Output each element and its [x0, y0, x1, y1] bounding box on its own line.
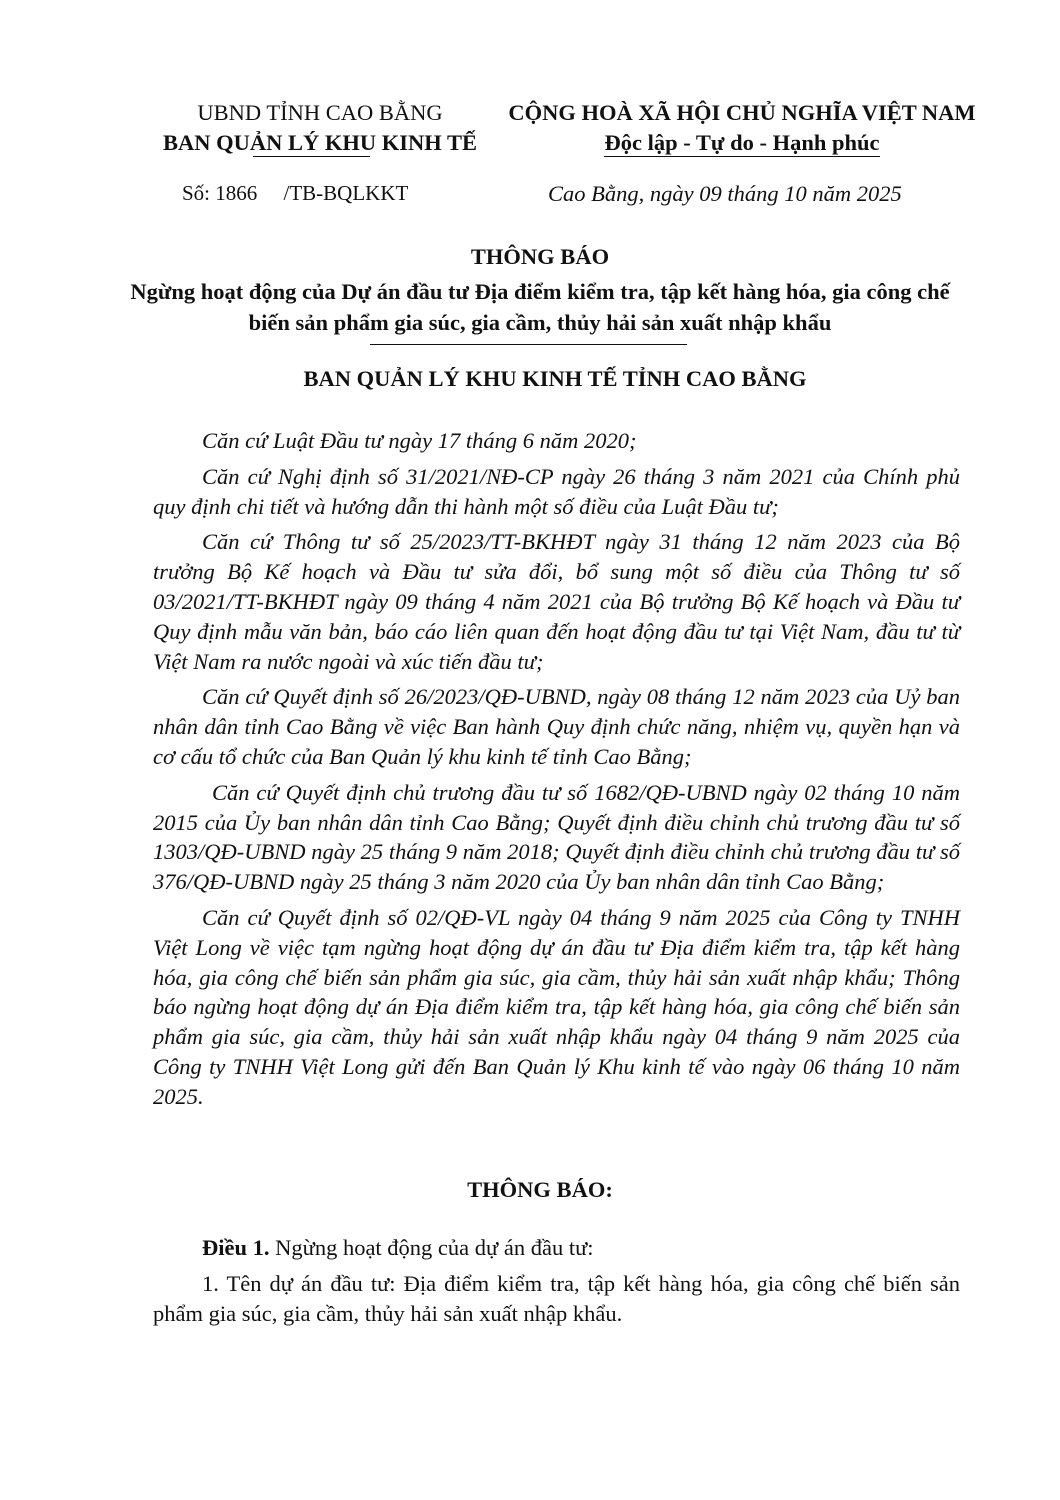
parent-authority: UBND TỈNH CAO BẰNG [197, 100, 443, 125]
article-1-text: Ngừng hoạt động của dự án đầu tư: [269, 1235, 594, 1260]
legal-basis: Căn cứ Nghị định số 31/2021/NĐ-CP ngày 26 tháng 3 năm 2021 của Chính phủ quy định chi tiết và hướng dẫn thi hành một số điều của Luật Đầu tư; [153, 463, 960, 519]
article-1 [153, 1233, 960, 1334]
document-number: Số: 1866 /TB-BQLKKT [182, 181, 409, 205]
article-1-label: Điều 1. [202, 1235, 270, 1260]
issuing-authority-block [120, 98, 520, 158]
issuer-heading: BAN QUẢN LÝ KHU KINH TẾ TỈNH CAO BẰNG [303, 366, 807, 391]
legal-bases [153, 426, 960, 1118]
document-title: THÔNG BÁO [470, 244, 610, 269]
legal-basis: Căn cứ Quyết định số 02/QĐ-VL ngày 04 tháng 9 năm 2025 của Công ty TNHH Việt Long về việc tạm ngừng hoạt động dự án đầu tư Địa điểm kiểm tra, tập kết hàng hóa, gia công chế biến sản phẩm gia súc, gia cầm, thủy hải sản xuất nhập khẩu; Thông báo ngừng hoạt động dự án Địa điểm kiểm tra, tập kết hàng hóa, gia công chế biến sản phẩm gia súc, gia cầm, thủy hải sản xuất nhập khẩu ngày 04 tháng 9 năm 2025 của Công ty TNHH Việt Long gửi đến Ban Quản lý Khu kinh tế vào ngày 06 tháng 10 năm 2025. [153, 904, 960, 1109]
place-and-date: Cao Bằng, ngày 09 tháng 10 năm 2025 [548, 181, 902, 206]
national-motto: Độc lập - Tự do - Hạnh phúc [604, 130, 880, 155]
national-title: CỘNG HOÀ XÃ HỘI CHỦ NGHĨA VIỆT NAM [508, 100, 976, 125]
notice-heading: THÔNG BÁO: [467, 1177, 613, 1202]
document-subtitle: Ngừng hoạt động của Dự án đầu tư Địa điểm kiểm tra, tập kết hàng hóa, gia công chế biến sản phẩm gia súc, gia cầm, thủy hải sản xuất nhập khẩu [130, 279, 950, 335]
legal-basis: Căn cứ Thông tư số 25/2023/TT-BKHĐT ngày 31 tháng 12 năm 2023 của Bộ trưởng Bộ Kế hoạch và Đầu tư sửa đổi, bổ sung một số điều của Thông tư số 03/2021/TT-BKHĐT ngày 09 tháng 4 năm 2021 của Bộ trưởng Bộ Kế hoạch và Đầu tư Quy định mẫu văn bản, báo cáo liên quan đến hoạt động đầu tư tại Việt Nam, đầu tư từ Việt Nam ra nước ngoài và xúc tiến đầu tư; [153, 529, 960, 674]
legal-basis: Căn cứ Luật Đầu tư ngày 17 tháng 6 năm 2020; [202, 428, 637, 453]
legal-basis: Căn cứ Quyết định chủ trương đầu tư số 1682/QĐ-UBND ngày 02 tháng 10 năm 2015 của Ủy ban nhân dân tỉnh Cao Bằng; Quyết định điều chỉnh chủ trương đầu tư số 1303/QĐ-UBND ngày 25 tháng 9 năm 2018; Quyết định điều chỉnh chủ trương đầu tư số 376/QĐ-UBND ngày 25 tháng 3 năm 2020 của Ủy ban nhân dân tỉnh Cao Bằng; [153, 779, 960, 895]
issuing-agency: BAN QUẢN LÝ KHU KINH TẾ [163, 128, 477, 158]
national-motto-block [482, 98, 1002, 158]
article-1-heading [153, 1233, 960, 1263]
title-divider [370, 344, 687, 345]
article-1-item-1: 1. Tên dự án đầu tư: Địa điểm kiểm tra, tập kết hàng hóa, gia công chế biến sản phẩm gia súc, gia cầm, thủy hải sản xuất nhập khẩu. [153, 1270, 960, 1326]
legal-basis: Căn cứ Quyết định số 26/2023/QĐ-UBND, ngày 08 tháng 12 năm 2023 của Uỷ ban nhân dân tỉnh Cao Bằng về việc Ban hành Quy định chức năng, nhiệm vụ, quyền hạn và cơ cấu tổ chức của Ban Quản lý khu kinh tế tỉnh Cao Bằng; [153, 684, 960, 769]
